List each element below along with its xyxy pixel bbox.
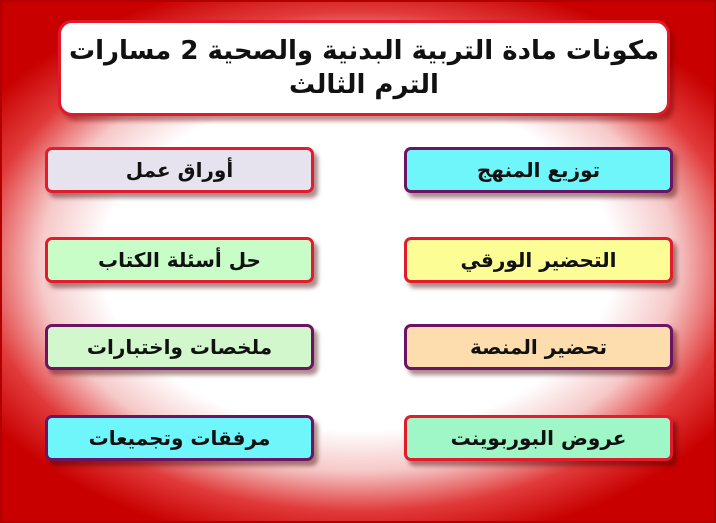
worksheets-button[interactable]	[45, 147, 314, 193]
paper-preparation-button[interactable]	[404, 237, 673, 283]
powerpoint-presentations-button[interactable]	[404, 415, 673, 461]
curriculum-distribution-button[interactable]	[404, 147, 673, 193]
title-line-1: مكونات مادة التربية البدنية والصحية 2 مسارات	[68, 36, 660, 66]
platform-preparation-label: تحضير المنصة	[470, 335, 607, 359]
worksheets-label: أوراق عمل	[125, 158, 234, 182]
attachments-collections-label: مرفقات وتجميعات	[88, 426, 271, 450]
platform-preparation-button[interactable]	[404, 324, 673, 370]
curriculum-distribution-label: توزيع المنهج	[476, 158, 601, 182]
paper-preparation-label: التحضير الورقي	[460, 248, 617, 272]
title-line-2: الترم الثالث	[289, 70, 439, 100]
textbook-answers-button[interactable]	[45, 237, 314, 283]
summaries-tests-label: ملخصات واختبارات	[86, 335, 273, 359]
summaries-tests-button[interactable]	[45, 324, 314, 370]
attachments-collections-button[interactable]	[45, 415, 314, 461]
textbook-answers-label: حل أسئلة الكتاب	[98, 248, 261, 272]
title-box	[58, 20, 670, 116]
powerpoint-presentations-label: عروض البوربوينت	[450, 426, 627, 450]
